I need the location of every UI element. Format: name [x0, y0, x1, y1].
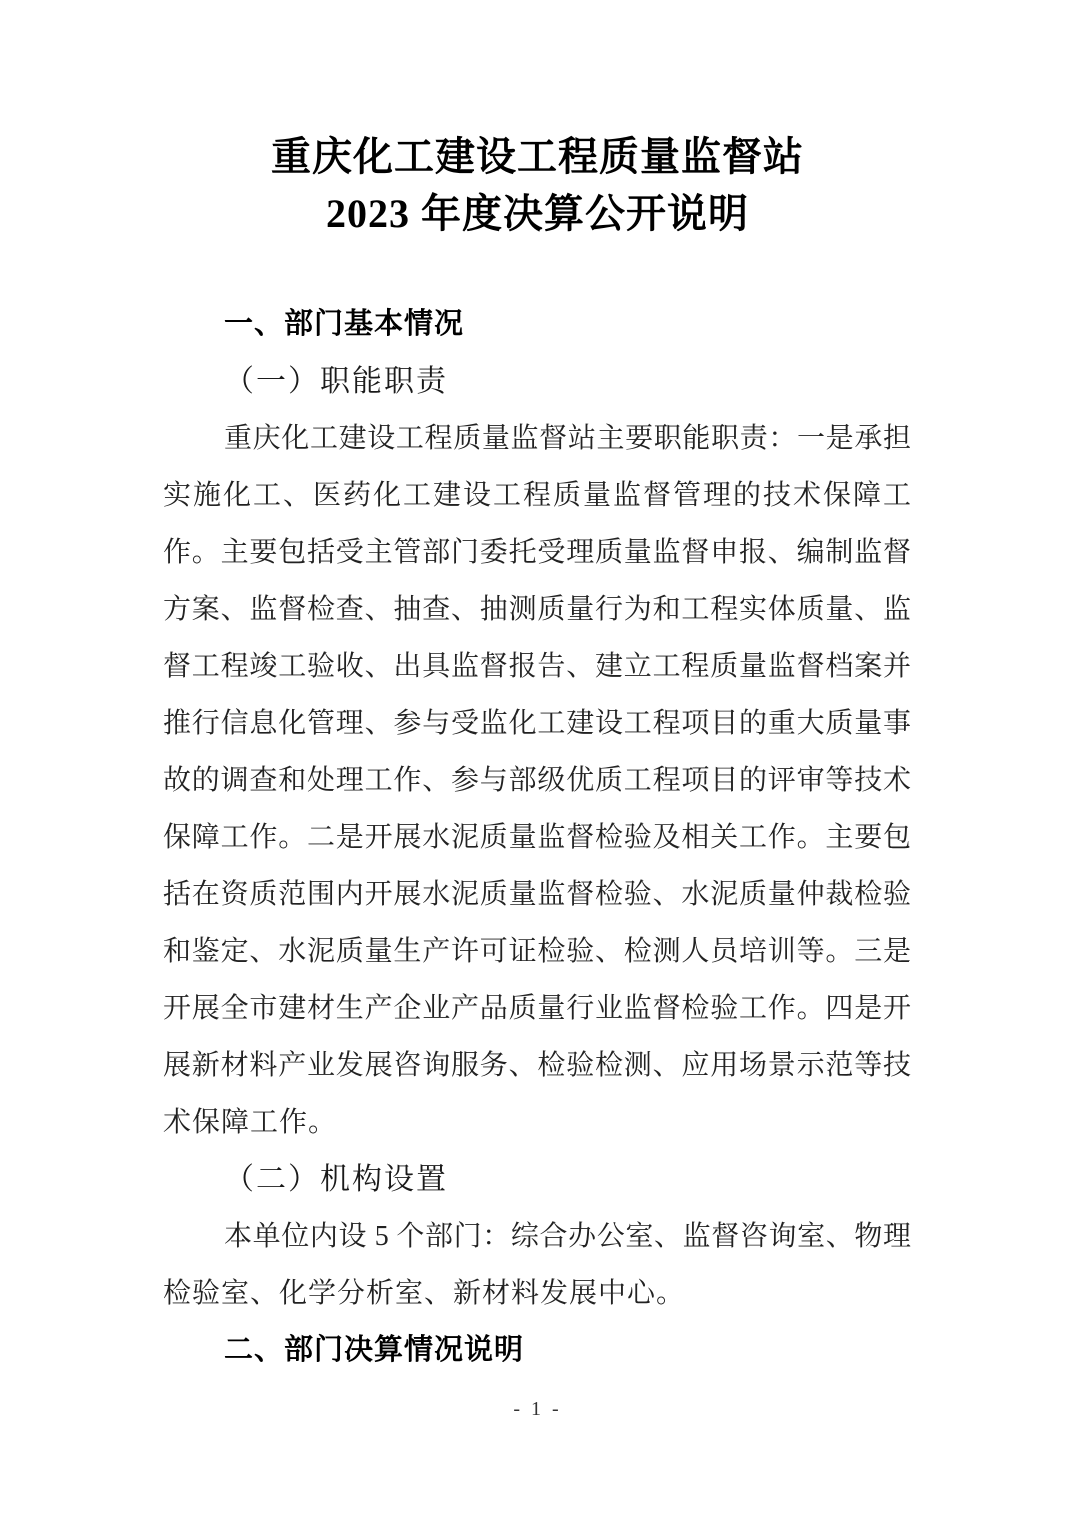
paragraph-line: 重庆化工建设工程质量监督站主要职能职责：一是承担: [224, 423, 911, 454]
paragraph-line: 作。主要包括受主管部门委托受理质量监督申报、编制监督: [163, 537, 911, 568]
title-line-1: 重庆化工建设工程质量监督站: [271, 134, 804, 179]
paragraph-line: 术保障工作。: [163, 1107, 338, 1138]
heading-section-1: 一、部门基本情况: [224, 308, 465, 340]
paragraph-line: 保障工作。二是开展水泥质量监督检验及相关工作。主要包: [163, 822, 911, 853]
heading-sub-1: （一）职能职责: [224, 365, 448, 398]
paragraph-line: 推行信息化管理、参与受监化工建设工程项目的重大质量事: [163, 708, 911, 739]
paragraph-line: 检验室、化学分析室、新材料发展中心。: [163, 1278, 686, 1309]
document-body: [163, 296, 911, 1379]
paragraph-line: 开展全市建材生产企业产品质量行业监督检验工作。四是开: [163, 993, 911, 1024]
paragraph-line: 括在资质范围内开展水泥质量监督检验、水泥质量仲裁检验: [163, 879, 911, 910]
paragraph-line: 展新材料产业发展咨询服务、检验检测、应用场景示范等技: [163, 1050, 911, 1081]
document-title: [0, 128, 1075, 242]
paragraph-line: 方案、监督检查、抽查、抽测质量行为和工程实体质量、监: [163, 594, 911, 625]
heading-sub-2: （二）机构设置: [224, 1163, 448, 1196]
paragraph-line: 实施化工、医药化工建设工程质量监督管理的技术保障工: [163, 480, 911, 511]
heading-section-2: 二、部门决算情况说明: [224, 1334, 525, 1366]
title-line-2: 2023 年度决算公开说明: [326, 191, 749, 236]
paragraph-line: 和鉴定、水泥质量生产许可证检验、检测人员培训等。三是: [163, 936, 911, 967]
page-number: - 1 -: [513, 1398, 562, 1420]
paragraph-line: 督工程竣工验收、出具监督报告、建立工程质量监督档案并: [163, 651, 911, 682]
paragraph-line: 本单位内设 5 个部门：综合办公室、监督咨询室、物理: [224, 1221, 911, 1252]
paragraph-line: 故的调查和处理工作、参与部级优质工程项目的评审等技术: [163, 765, 911, 796]
